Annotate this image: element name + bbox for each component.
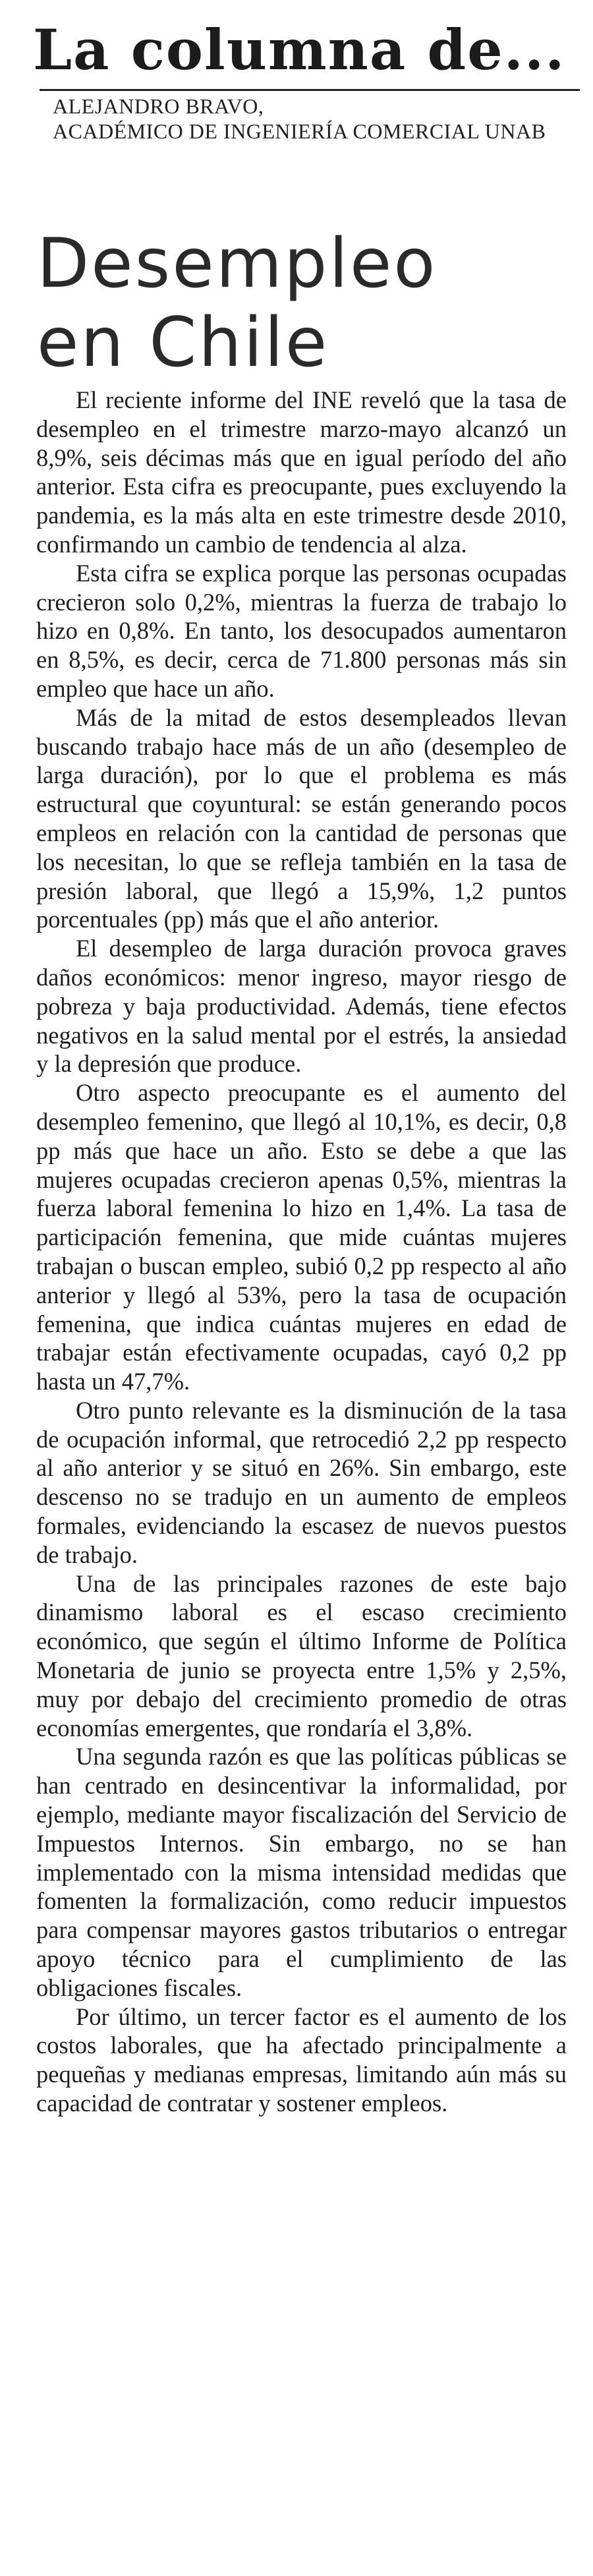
byline (53, 94, 546, 144)
author-name: ALEJANDRO BRAVO, (53, 94, 264, 118)
paragraph-3: Más de la mitad de estos desempleados llevan buscando trabajo hace más de un año (desempleo de larga duración), por lo que el problema es más estructural que coyuntural: se están generando pocos empleos en relación con la cantidad de personas que los necesitan, lo que se refleja también en la tasa de presión laboral, que llegó a 15,9%, 1,2 puntos porcentuales (pp) más que el año anterior. (36, 703, 567, 933)
paragraph-7: Una de las principales razones de este bajo dinamismo laboral es el escaso crecimiento económico, que según el último Informe de Política Monetaria de junio se proyecta entre 1,5% y 2,5%, muy por debajo del crecimiento promedio de otras economías emergentes, que rondaría el 3,8%. (36, 1569, 567, 1742)
paragraph-2: Esta cifra se explica porque las personas ocupadas crecieron solo 0,2%, mientras la fuerza de trabajo lo hizo en 0,8%. En tanto, los desocupados aumentaron en 8,5%, es decir, cerca de 71.800 personas más sin empleo que hace un año. (36, 559, 567, 702)
masthead-rule (40, 89, 580, 91)
article-body (36, 386, 567, 2118)
section-title: La columna de... (33, 17, 566, 82)
paragraph-5: Otro aspecto preocupante es el aumento del desempleo femenino, que llegó al 10,1%, es decir, 0,8 pp más que hace un año. Esto se debe a que las mujeres ocupadas crecieron apenas 0,5%, mientras la fuerza laboral femenina lo hizo en 1,4%. La tasa de participación femenina, que mide cuántas mujeres trabajan o buscan empleo, subió 0,2 pp respecto al año anterior y llegó al 53%, pero la tasa de ocupación femenina, que indica cuántas mujeres en edad de trabajar están efectivamente ocupadas, cayó 0,2 pp hasta un 47,7%. (36, 1079, 567, 1395)
column-masthead (33, 17, 580, 143)
article-headline (37, 224, 437, 382)
paragraph-4: El desempleo de larga duración provoca graves daños económicos: menor ingreso, mayor riesgo de pobreza y baja productividad. Además, tiene efectos negativos en la salud mental por el estrés, la ansiedad y la depresión que produce. (36, 935, 567, 1078)
headline-line-2: en Chile (37, 303, 329, 382)
paragraph-9: Por último, un tercer factor es el aumento de los costos laborales, que ha afectado principalmente a pequeñas y medianas empresas, limitando aún más su capacidad de contratar y sostener empleos. (36, 2003, 567, 2117)
author-role: ACADÉMICO DE INGENIERÍA COMERCIAL UNAB (53, 119, 546, 143)
paragraph-8: Una segunda razón es que las políticas públicas se han centrado en desincentivar la informalidad, por ejemplo, mediante mayor fiscalización del Servicio de Impuestos Internos. Sin embargo, no se han implementado con la misma intensidad medidas que fomenten la formalización, como reducir impuestos para compensar mayores gastos tributarios o entregar apoyo técnico para el cumplimiento de las obligaciones fiscales. (36, 1743, 567, 2001)
paragraph-6: Otro punto relevante es la disminución de la tasa de ocupación informal, que retrocedió 2,2 pp respecto al año anterior y se situó en 26%. Sin embargo, este descenso no se tradujo en un aumento de empleos formales, evidenciando la escasez de nuevos puestos de trabajo. (36, 1396, 567, 1568)
headline-line-1: Desempleo (37, 224, 438, 303)
paragraph-1: El reciente informe del INE reveló que la tasa de desempleo en el trimestre marzo-mayo alcanzó un 8,9%, seis décimas más que en igual período del año anterior. Esta cifra es preocupante, pues excluyendo la pandemia, es la más alta en este trimestre desde 2010, confirmando un cambio de tendencia al alza. (36, 386, 567, 558)
